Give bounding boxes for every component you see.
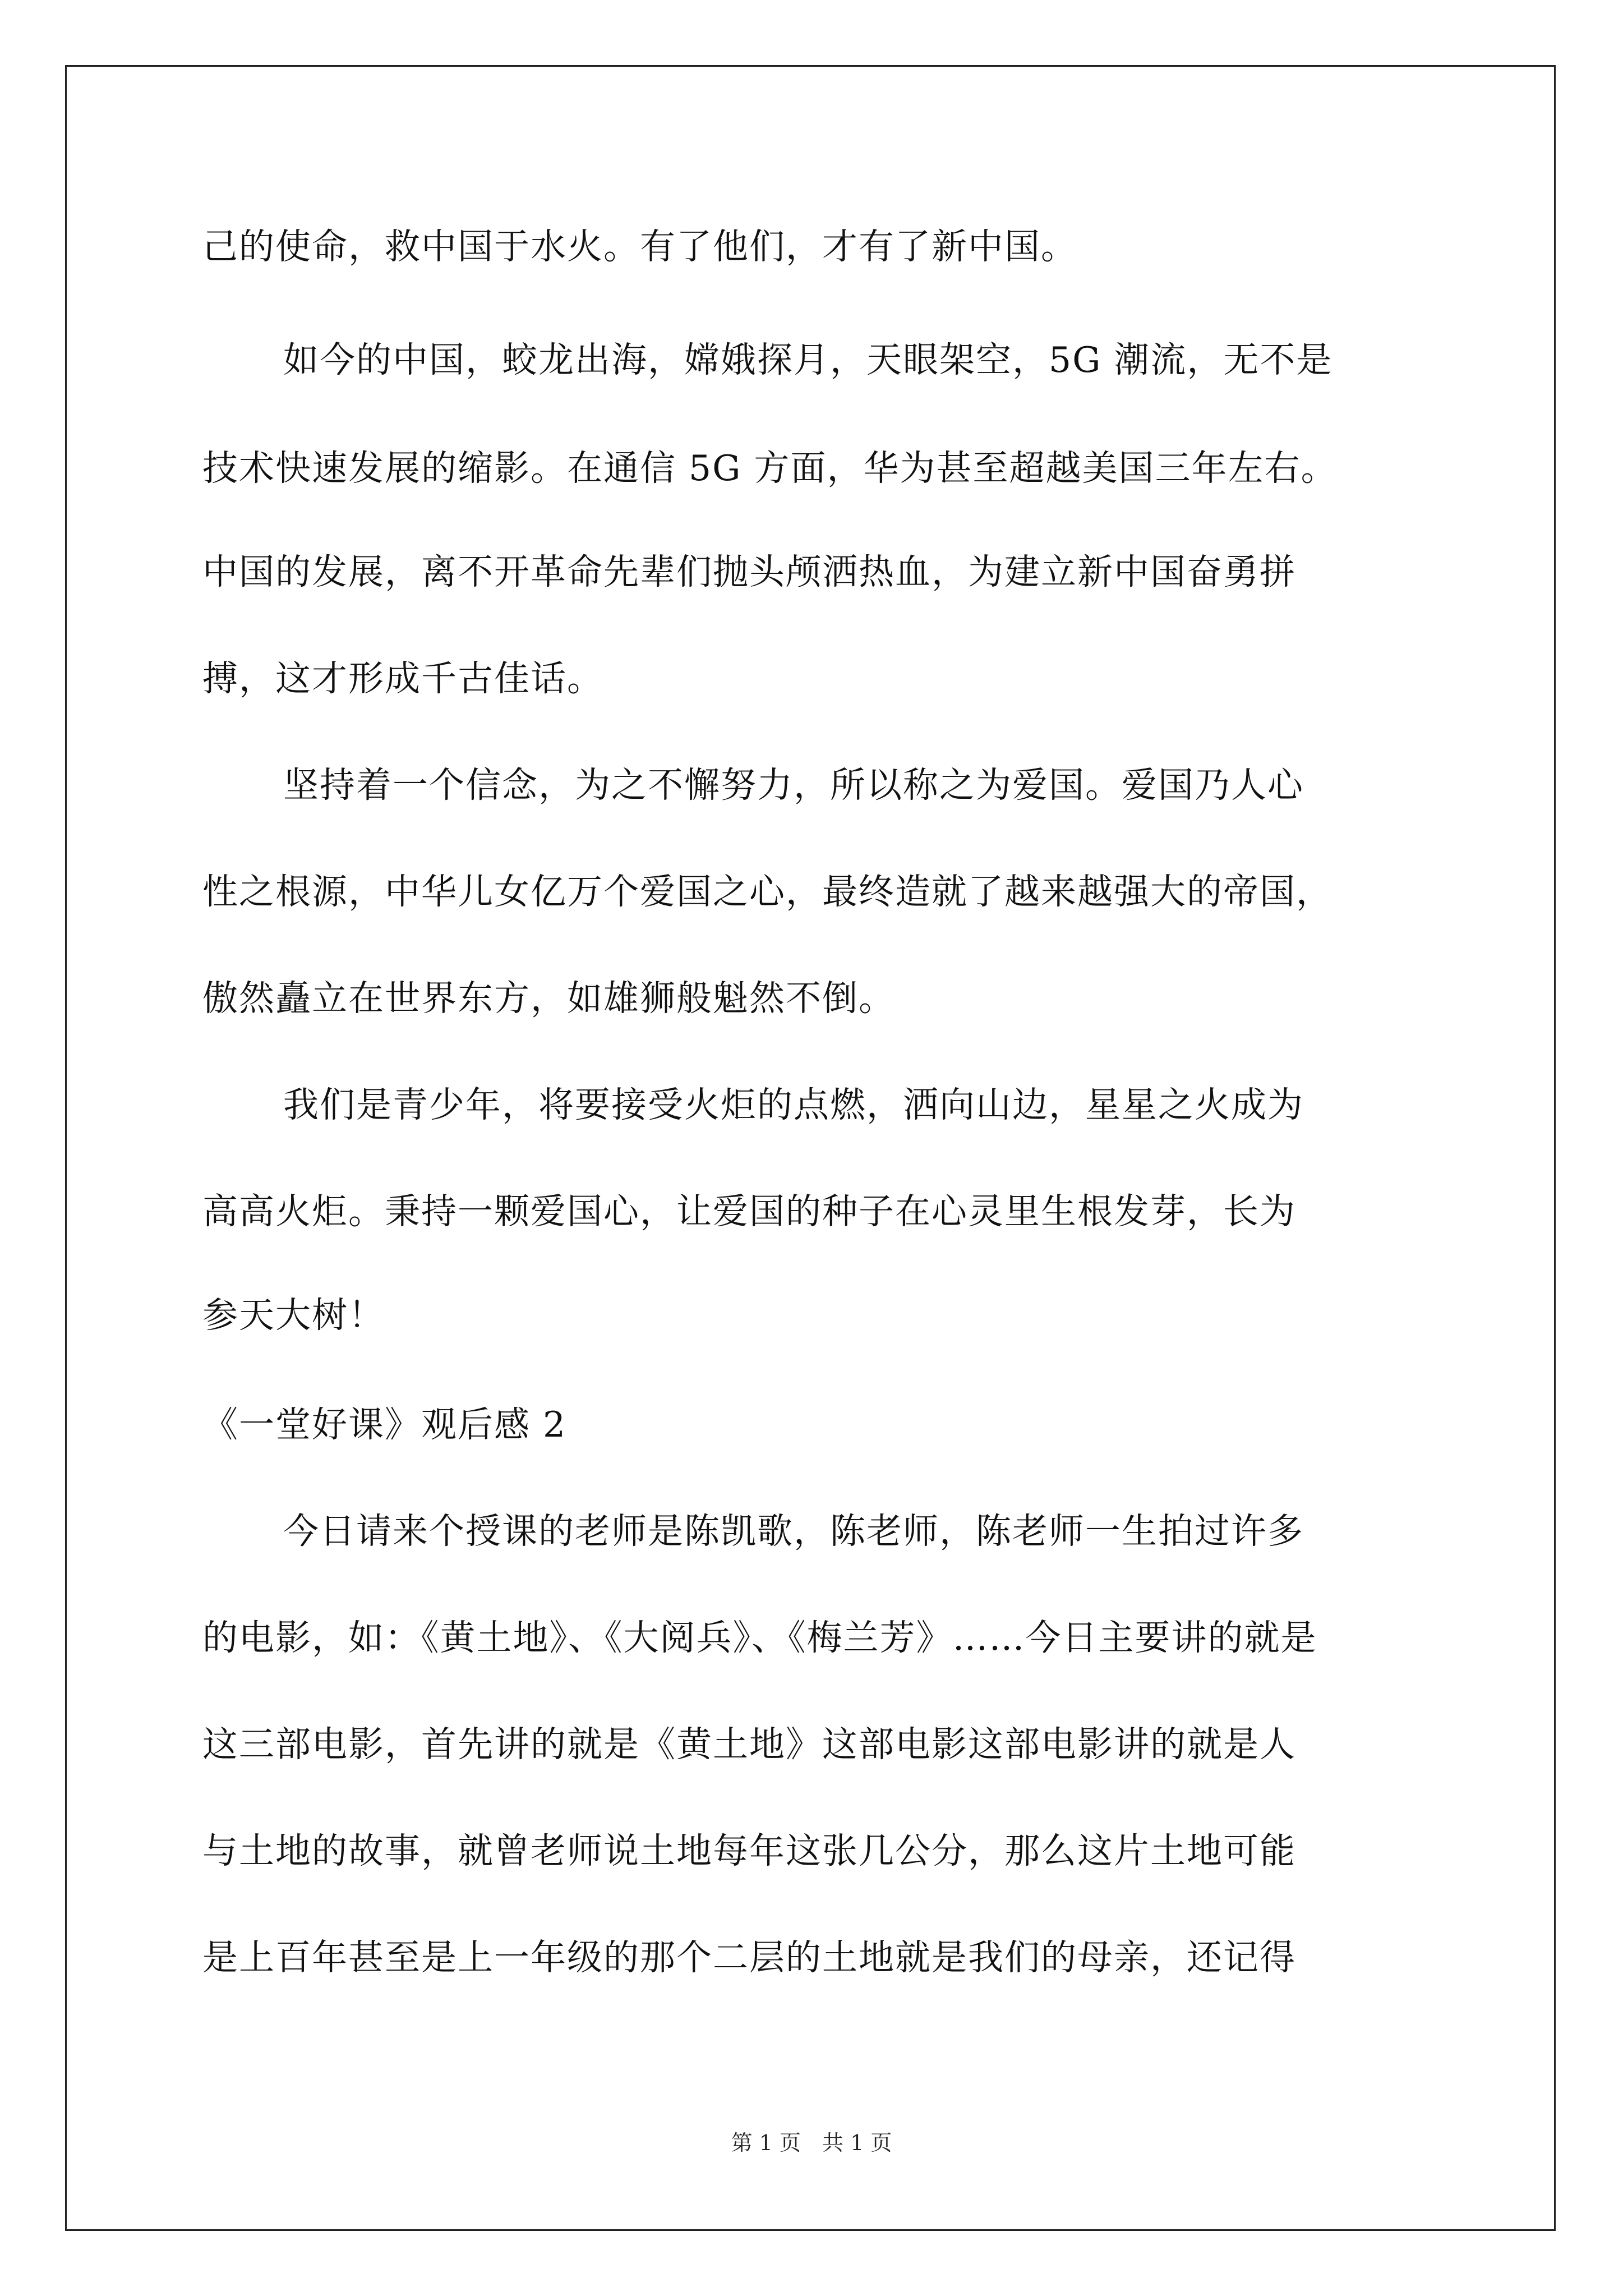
paragraph-line: 技术快速发展的缩影。在通信 5G 方面，华为甚至超越美国三年左右。 <box>202 448 1338 489</box>
paragraph-line: 这三部电影，首先讲的就是《黄土地》这部电影这部电影讲的就是人 <box>202 1724 1296 1765</box>
paragraph-line: 坚持着一个信念，为之不懈努力，所以称之为爱国。爱国乃人心 <box>283 765 1304 806</box>
paragraph-line: 参天大树！ <box>202 1295 385 1336</box>
paragraph-line: 如今的中国，蛟龙出海，嫦娥探月，天眼架空，5G 潮流，无不是 <box>283 339 1333 380</box>
paragraph-line: 己的使命，救中国于水火。有了他们，才有了新中国。 <box>202 226 1077 267</box>
paragraph-line: 中国的发展，离不开革命先辈们抛头颅洒热血，为建立新中国奋勇拼 <box>202 551 1296 592</box>
paragraph-line: 高高火炬。秉持一颗爱国心，让爱国的种子在心灵里生根发芽，长为 <box>202 1191 1296 1232</box>
page-border <box>65 65 1556 2231</box>
paragraph-line: 是上百年甚至是上一年级的那个二层的土地就是我们的母亲，还记得 <box>202 1937 1296 1978</box>
paragraph-line: 搏，这才形成千古佳话。 <box>202 658 603 699</box>
paragraph-line: 傲然矗立在世界东方，如雄狮般魁然不倒。 <box>202 978 895 1019</box>
paragraph-line: 性之根源，中华儿女亿万个爱国之心，最终造就了越来越强大的帝国， <box>202 871 1332 912</box>
paragraph-line: 我们是青少年，将要接受火炬的点燃，洒向山边，星星之火成为 <box>283 1084 1304 1125</box>
page-footer: 第 1 页 共 1 页 <box>731 2131 892 2155</box>
section-heading: 《一堂好课》观后感 2 <box>202 1404 567 1445</box>
paragraph-line: 的电影，如：《黄土地》、《大阅兵》、《梅兰芳》……今日主要讲的就是 <box>202 1617 1317 1658</box>
paragraph-line: 今日请来个授课的老师是陈凯歌，陈老师，陈老师一生拍过许多 <box>283 1511 1304 1552</box>
paragraph-line: 与土地的故事，就曾老师说土地每年这张几公分，那么这片土地可能 <box>202 1830 1296 1871</box>
